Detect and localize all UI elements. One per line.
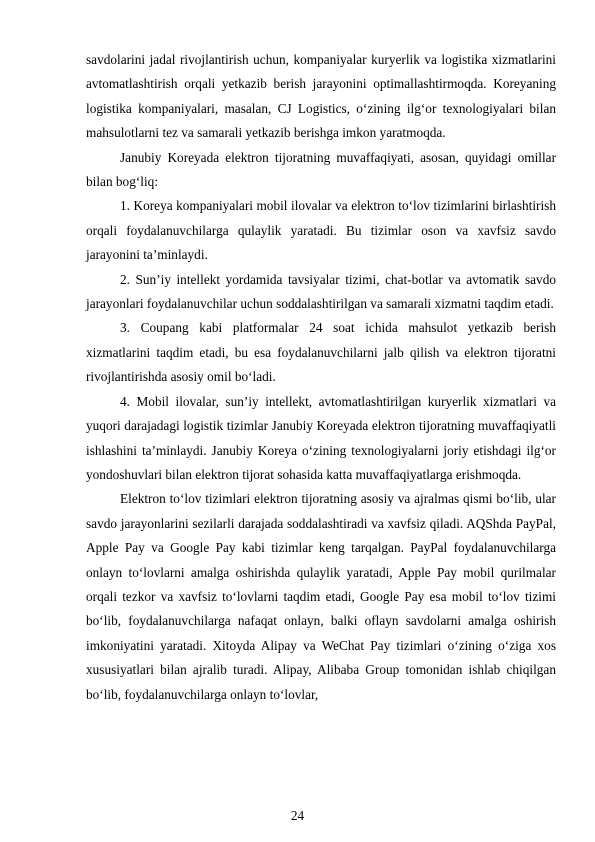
list-item-4: 4. Mobil ilovalar, sun’iy intellekt, avtomatlashtirilgan kuryerlik xizmatlari va yuqori darajadagi logistik tizimlar Janubiy Koreyada elektron tijoratning muvaffaqiyatli ishlashini ta’minlaydi. Janubiy Koreya o‘zining texnologiyalarni joriy etishdagi ilg‘or yondoshuvlari bilan elektron tijorat sohasida katta muvaffaqiyatlarga erishmoqda. [86, 393, 556, 482]
paragraph-success-factors-intro: Janubiy Koreyada elektron tijoratning muvaffaqiyati, asosan, quyidagi omillar bilan bog‘liq: [86, 149, 556, 190]
list-item-3: 3. Coupang kabi platformalar 24 soat ichida mahsulot yetkazib berish xizmatlarini taqdim etadi, bu esa foydalanuvchilarni jalb qilish va elektron tijoratni rivojlantirishda asosiy omil bo‘ladi. [86, 320, 556, 385]
page-number: 24 [290, 808, 305, 823]
list-item-1: 1. Koreya kompaniyalari mobil ilovalar va elektron to‘lov tizimlarini birlashtirish orqali foydalanuvchilarga qulaylik yaratadi. Bu tizimlar oson va xavfsiz savdo jarayonini ta’minlaydi. [86, 198, 556, 263]
document-body [86, 48, 556, 707]
list-item-2: 2. Sun’iy intellekt yordamida tavsiyalar tizimi, chat-botlar va avtomatik savdo jarayonlari foydalanuvchilar uchun soddalashtirilgan va samarali xizmatni taqdim etadi. [86, 271, 556, 312]
paragraph-continuation: savdolarini jadal rivojlantirish uchun, kompaniyalar kuryerlik va logistika xizmatlarini avtomatlashtirish orqali yetkazib berish jarayonini optimallashtirmoqda. Koreyaning logistika kompaniyalari, masalan, CJ Logistics, o‘zining ilg‘or texnologiyalari bilan mahsulotlarni tez va samarali yetkazib berishga imkon yaratmoqda. [86, 52, 556, 141]
paragraph-payment-systems: Elektron to‘lov tizimlari elektron tijoratning asosiy va ajralmas qismi bo‘lib, ular savdo jarayonlarini sezilarli darajada soddalashtiradi va xavfsiz qiladi. AQShda PayPal, Apple Pay va Google Pay kabi tizimlar keng tarqalgan. PayPal foydalanuvchilarga onlayn to‘lovlarni amalga oshirishda qulaylik yaratadi, Apple Pay mobil qurilmalar orqali tezkor va xavfsiz to‘lovlarni taqdim etadi, Google Pay esa mobil to‘lov tizimi bo‘lib, foydalanuvchilarga nafaqat onlayn, balki oflayn savdolarni amalga oshirish imkoniyatini yaratadi. Xitoyda Alipay va WeChat Pay tizimlari o‘zining o‘ziga xos xususiyatlari bilan ajralib turadi. Alipay, Alibaba Group tomonidan ishlab chiqilgan bo‘lib, foydalanuvchilarga onlayn to‘lovlar, [86, 491, 556, 702]
